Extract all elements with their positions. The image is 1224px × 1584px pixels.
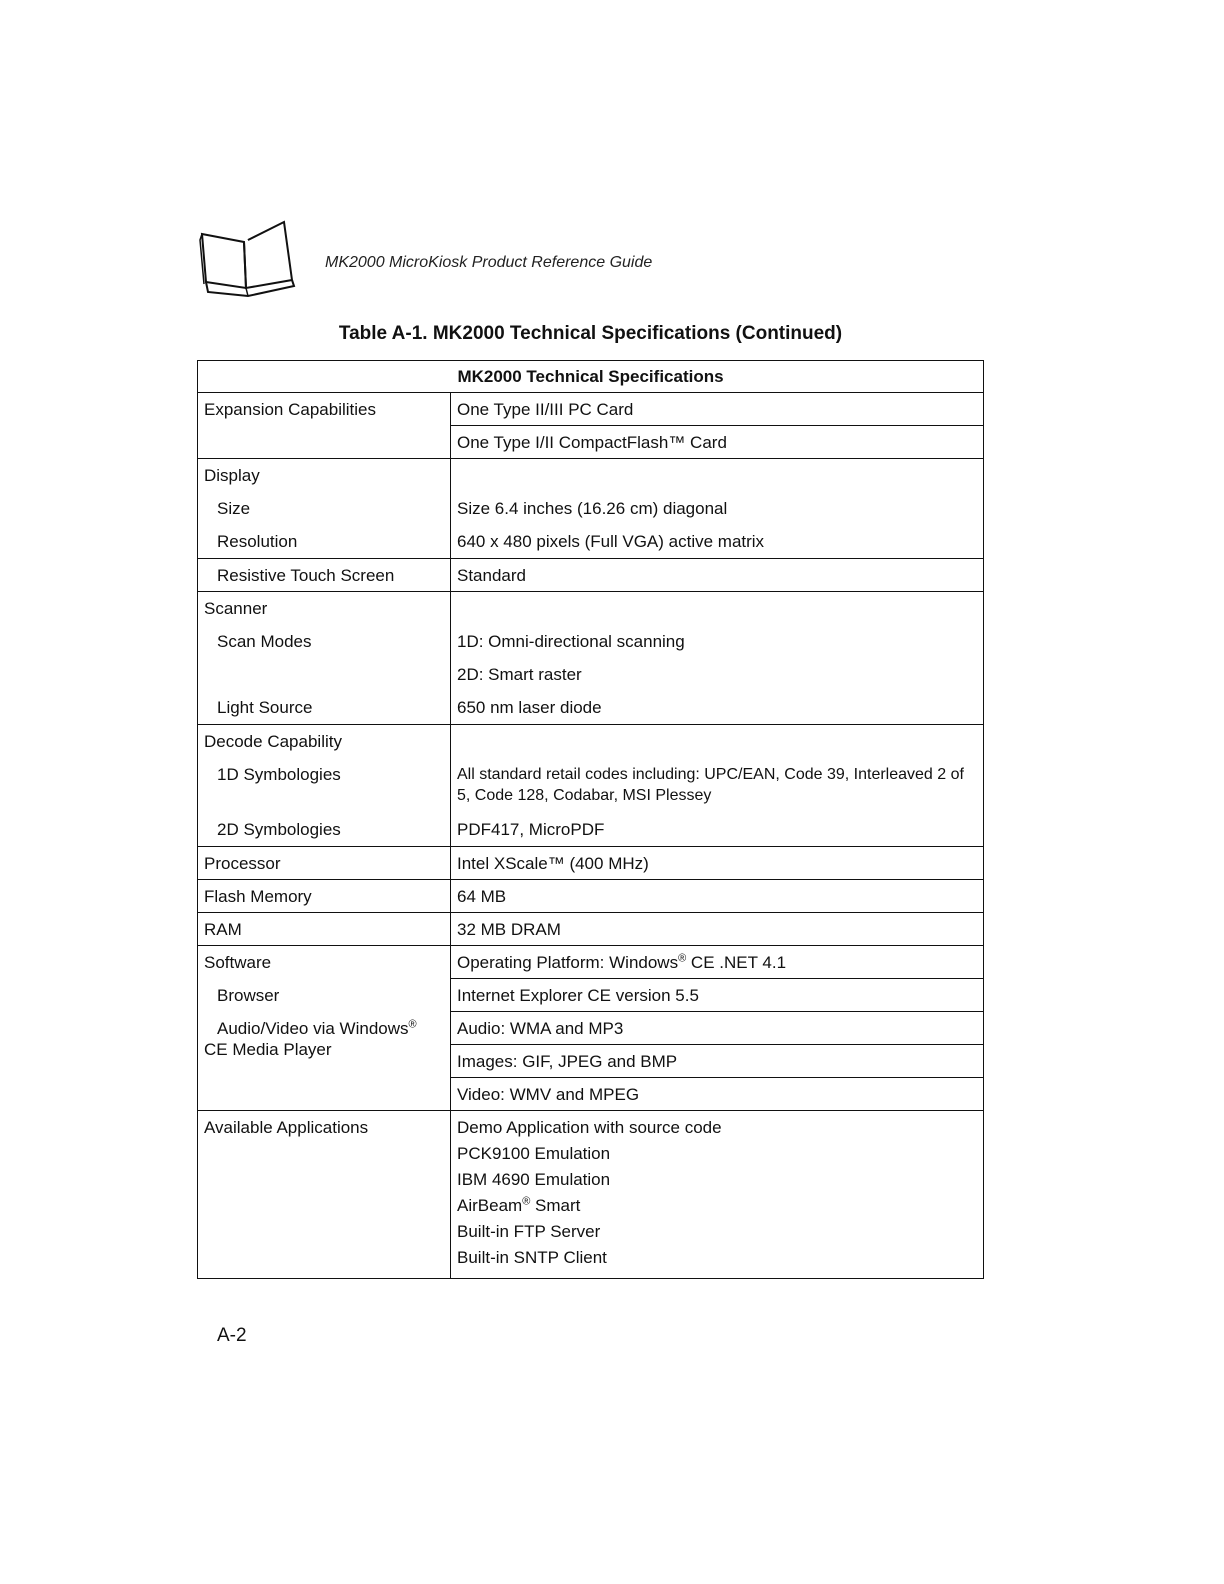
- table-row: [198, 725, 984, 847]
- flash-memory-label: Flash Memory: [198, 880, 451, 913]
- ram-label: RAM: [198, 913, 451, 946]
- decode-values: [451, 725, 984, 847]
- table-row: [198, 393, 984, 426]
- browser-label: Browser: [217, 986, 280, 1005]
- scan-modes-label: Scan Modes: [217, 632, 312, 651]
- ram-value: 32 MB DRAM: [451, 913, 984, 946]
- display-values: [451, 459, 984, 559]
- registered-mark: ®: [408, 1018, 417, 1031]
- scan-mode-2d: 2D: Smart raster: [457, 665, 582, 684]
- audio-video-label-text: Audio/Video via Windows: [217, 1019, 409, 1038]
- registered-mark: ®: [678, 952, 687, 965]
- symbologies-1d-label: 1D Symbologies: [217, 765, 341, 784]
- expansion-label: Expansion Capabilities: [198, 393, 451, 459]
- app-pck9100: PCK9100 Emulation: [457, 1144, 611, 1163]
- display-resolution-value: 640 x 480 pixels (Full VGA) active matrix: [457, 532, 765, 551]
- scan-mode-1d: 1D: Omni-directional scanning: [457, 632, 685, 651]
- symbologies-2d-value: PDF417, MicroPDF: [457, 820, 605, 839]
- table-heading: MK2000 Technical Specifications: [198, 361, 984, 393]
- airbeam-text: AirBeam: [457, 1196, 523, 1215]
- table-row: [198, 559, 984, 592]
- scanner-values: [451, 592, 984, 725]
- decode-label: Decode Capability: [204, 732, 342, 751]
- table-row: [198, 946, 984, 979]
- display-labels: [198, 459, 451, 559]
- table-row: [198, 1111, 984, 1279]
- scanner-labels: [198, 592, 451, 725]
- flash-memory-value: 64 MB: [451, 880, 984, 913]
- app-sntp-client: Built-in SNTP Client: [457, 1248, 607, 1267]
- applications-values: [451, 1111, 984, 1279]
- symbologies-1d-value: All standard retail codes including: UPC/EAN, Code 39, Interleaved 2 of 5, Code 128, Codabar, MSI Plessey: [457, 766, 964, 804]
- running-header: MK2000 MicroKiosk Product Reference Guide: [325, 254, 653, 271]
- book-icon: [196, 220, 300, 300]
- registered-mark: ®: [522, 1195, 531, 1208]
- table-row: [198, 880, 984, 913]
- touch-screen-value: Standard: [451, 559, 984, 592]
- platform-version: CE .NET 4.1: [686, 953, 787, 972]
- processor-value: Intel XScale™ (400 MHz): [451, 847, 984, 880]
- light-source-value: 650 nm laser diode: [457, 698, 602, 717]
- app-airbeam: [457, 1195, 977, 1221]
- images-value: Images: GIF, JPEG and BMP: [451, 1045, 984, 1078]
- display-size-label: Size: [217, 499, 251, 518]
- audio-video-label: [204, 1018, 444, 1060]
- app-demo: Demo Application with source code: [457, 1118, 722, 1137]
- platform-value: [451, 946, 984, 979]
- applications-label: Available Applications: [198, 1111, 451, 1279]
- table-header-row: [198, 361, 984, 393]
- table-row: [198, 459, 984, 559]
- app-ibm4690: IBM 4690 Emulation: [457, 1170, 611, 1189]
- decode-labels: [198, 725, 451, 847]
- table-row: [198, 847, 984, 880]
- light-source-label: Light Source: [217, 698, 313, 717]
- touch-screen-label: [198, 559, 451, 592]
- specifications-table: [197, 360, 984, 1279]
- display-label: Display: [204, 466, 260, 485]
- expansion-value-2: One Type I/II CompactFlash™ Card: [451, 426, 984, 459]
- table-row: [198, 913, 984, 946]
- table-row: [198, 592, 984, 725]
- display-resolution-label: Resolution: [217, 532, 298, 551]
- video-value: Video: WMV and MPEG: [451, 1078, 984, 1111]
- audio-value: Audio: WMA and MP3: [451, 1012, 984, 1045]
- table-caption: Table A-1. MK2000 Technical Specifications (Continued): [338, 323, 843, 344]
- software-label: Software: [204, 953, 272, 972]
- scanner-label: Scanner: [204, 599, 268, 618]
- audio-video-label-text-2: CE Media Player: [204, 1040, 332, 1059]
- symbologies-2d-label: 2D Symbologies: [217, 820, 341, 839]
- expansion-value-1: One Type II/III PC Card: [451, 393, 984, 426]
- software-labels: [198, 946, 451, 1111]
- display-size-value: Size 6.4 inches (16.26 cm) diagonal: [457, 499, 728, 518]
- touch-screen-label-text: Resistive Touch Screen: [217, 566, 395, 585]
- airbeam-smart: Smart: [530, 1196, 581, 1215]
- browser-value: Internet Explorer CE version 5.5: [451, 979, 984, 1012]
- platform-text: Operating Platform: Windows: [457, 953, 679, 972]
- processor-label: Processor: [198, 847, 451, 880]
- page-number: A-2: [217, 1325, 247, 1346]
- app-ftp-server: Built-in FTP Server: [457, 1222, 601, 1241]
